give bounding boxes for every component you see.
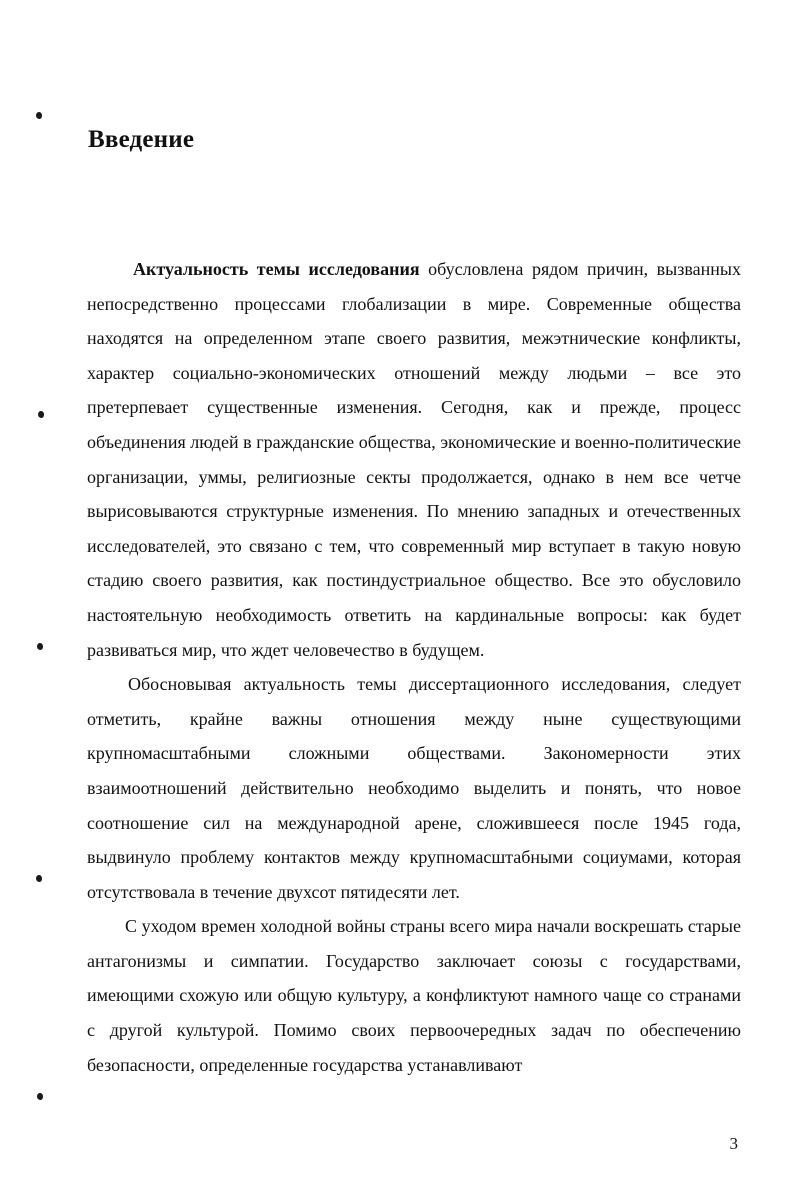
margin-binding-mark [36, 112, 42, 119]
body-text [87, 252, 741, 1082]
paragraph-lead-phrase: Актуальность темы исследования [133, 259, 420, 279]
margin-binding-mark [37, 643, 43, 650]
margin-binding-mark [36, 875, 42, 882]
margin-binding-mark [37, 1093, 43, 1100]
page-title: Введение [88, 126, 195, 153]
paragraph-justification: Обосновывая актуальность темы диссертационного исследования, следует отметить, крайне важны отношения между ныне существующими крупномасштабными сложными обществами. Закономерности этих взаимоотношений действительно необходимо выделить и понять, что новое соотношение сил на международной арене, сложившееся после 1945 года, выдвинуло проблему контактов между крупномасштабными социумами, которая отсутствовала в течение двухсот пятидесяти лет. [87, 674, 741, 902]
paragraph-cold-war: С уходом времен холодной войны страны всего мира начали воскрешать старые антагонизмы и симпатии. Государство заключает союзы с государствами, имеющими схожую или общую культуру, а конфликтуют намного чаще со странами с другой культурой. Помимо своих первоочередных задач по обеспечению безопасности, определенные государства устанавливают [87, 916, 741, 1075]
page-number: 3 [729, 1134, 738, 1153]
paragraph-text: обусловлена рядом причин, вызванных непосредственно процессами глобализации в мире. Современные общества находятся на определенном этапе своего развития, межэтнические конфликты, характер социально-экономических отношений между людьми – все это претерпевает существенные изменения. Сегодня, как и прежде, процесс объединения людей в гражданские общества, экономические и военно-политические организации, уммы, религиозные секты продолжается, однако в нем все четче вырисовываются структурные изменения. По мнению западных и отечественных исследователей, это связано с тем, что современный мир вступает в такую новую стадию своего развития, как постиндустриальное общество. Все это обусловило настоятельную необходимость ответить на кардинальные вопросы: как будет развиваться мир, что ждет человечество в будущем. [87, 259, 741, 660]
paragraph-relevance [87, 252, 741, 667]
margin-binding-mark [38, 411, 44, 418]
